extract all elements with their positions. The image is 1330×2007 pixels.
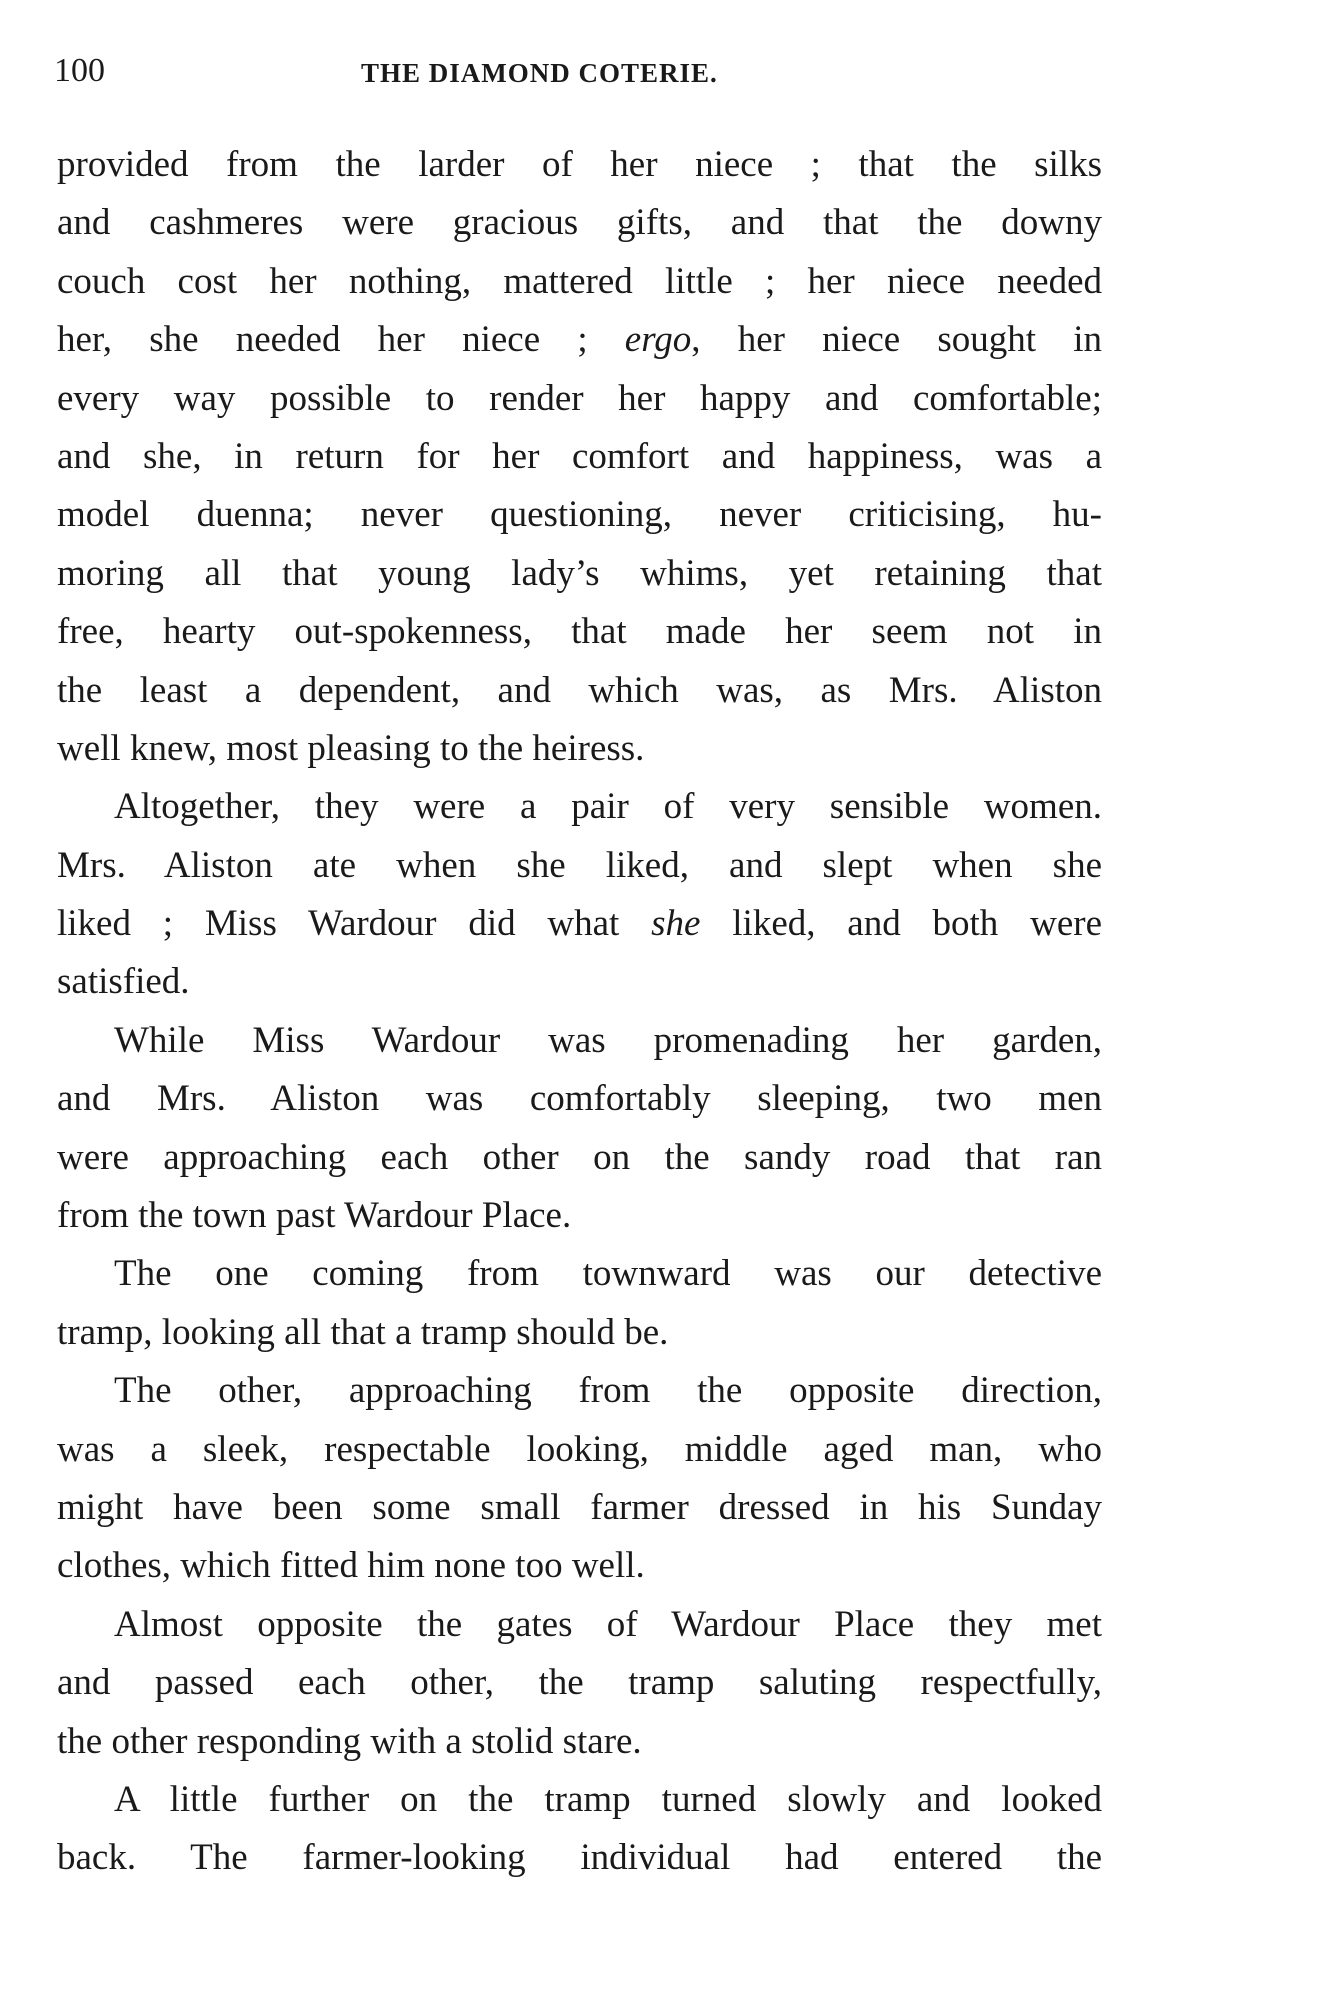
text-segment: , her niece sought in bbox=[691, 319, 1102, 361]
italic-word: ergo bbox=[624, 319, 692, 361]
text-line bbox=[57, 603, 1102, 661]
text-line bbox=[57, 1129, 1102, 1187]
text-line bbox=[57, 370, 1102, 428]
text-line bbox=[57, 1070, 1102, 1128]
text-segment: was a sleek, respectable looking, middle aged man, who bbox=[57, 1428, 1102, 1470]
text-line bbox=[57, 662, 1102, 720]
text-segment: liked, and both were bbox=[700, 903, 1102, 945]
text-segment: Altogether, they were a pair of very sensible women. bbox=[114, 786, 1102, 828]
italic-word: she bbox=[651, 903, 701, 945]
text-segment: and cashmeres were gracious gifts, and that the downy bbox=[57, 202, 1102, 244]
text-line bbox=[57, 253, 1102, 311]
text-line bbox=[57, 1304, 1102, 1362]
running-title: THE DIAMOND COTERIE. bbox=[361, 58, 718, 88]
text-line bbox=[57, 486, 1102, 544]
text-segment: free, hearty out-spokenness, that made her seem not in bbox=[57, 611, 1102, 653]
text-line bbox=[57, 545, 1102, 603]
text-segment: well knew, most pleasing to the heiress. bbox=[57, 727, 645, 769]
text-segment: couch cost her nothing, mattered little ; her niece needed bbox=[57, 260, 1102, 302]
text-line bbox=[57, 1771, 1102, 1829]
text-line bbox=[57, 1245, 1102, 1303]
text-segment: The one coming from townward was our detective bbox=[114, 1253, 1102, 1295]
text-segment: and she, in return for her comfort and happiness, was a bbox=[57, 435, 1102, 477]
page-body bbox=[57, 136, 1102, 1888]
text-segment: Almost opposite the gates of Wardour Place they met bbox=[114, 1603, 1102, 1645]
text-segment: While Miss Wardour was promenading her garden, bbox=[114, 1019, 1102, 1061]
text-segment: satisfied. bbox=[57, 961, 190, 1003]
text-line bbox=[57, 1421, 1102, 1479]
text-line bbox=[57, 837, 1102, 895]
text-line bbox=[57, 1596, 1102, 1654]
text-segment: moring all that young lady’s whims, yet retaining that bbox=[57, 552, 1102, 594]
text-line bbox=[57, 953, 1102, 1011]
text-segment: tramp, looking all that a tramp should be. bbox=[57, 1311, 669, 1353]
text-line bbox=[57, 428, 1102, 486]
text-segment: A little further on the tramp turned slowly and looked bbox=[114, 1778, 1102, 1820]
text-segment: liked ; Miss Wardour did what bbox=[57, 903, 652, 945]
text-line bbox=[57, 194, 1102, 252]
text-segment: The other, approaching from the opposite direction, bbox=[114, 1370, 1102, 1412]
text-line bbox=[57, 1829, 1102, 1887]
text-segment: the other responding with a stolid stare. bbox=[57, 1720, 642, 1762]
text-segment: were approaching each other on the sandy road that ran bbox=[57, 1136, 1102, 1178]
text-line bbox=[57, 1654, 1102, 1712]
text-segment: clothes, which fitted him none too well. bbox=[57, 1545, 645, 1587]
text-line bbox=[57, 1187, 1102, 1245]
text-segment: and passed each other, the tramp saluting respectfully, bbox=[57, 1662, 1102, 1704]
text-line bbox=[57, 1362, 1102, 1420]
text-segment: back. The farmer-looking individual had entered the bbox=[57, 1837, 1102, 1879]
text-segment: might have been some small farmer dressed in his Sunday bbox=[57, 1486, 1102, 1528]
text-line bbox=[57, 778, 1102, 836]
text-segment: from the town past Wardour Place. bbox=[57, 1195, 572, 1237]
text-segment: her, she needed her niece ; bbox=[57, 319, 625, 361]
text-line bbox=[57, 1012, 1102, 1070]
text-line bbox=[57, 1713, 1102, 1771]
text-line bbox=[57, 1537, 1102, 1595]
text-line bbox=[57, 136, 1102, 194]
text-line bbox=[57, 1479, 1102, 1537]
text-segment: the least a dependent, and which was, as Mrs. Aliston bbox=[57, 669, 1102, 711]
text-segment: Mrs. Aliston ate when she liked, and slept when she bbox=[57, 844, 1102, 886]
text-segment: model duenna; never questioning, never criticising, hu- bbox=[57, 494, 1102, 536]
text-line bbox=[57, 311, 1102, 369]
text-segment: every way possible to render her happy and comfortable; bbox=[57, 377, 1102, 419]
text-line bbox=[57, 720, 1102, 778]
text-line bbox=[57, 895, 1102, 953]
text-segment: provided from the larder of her niece ; that the silks bbox=[57, 144, 1102, 185]
page-number: 100 bbox=[54, 52, 105, 89]
text-segment: and Mrs. Aliston was comfortably sleeping, two men bbox=[57, 1078, 1102, 1120]
